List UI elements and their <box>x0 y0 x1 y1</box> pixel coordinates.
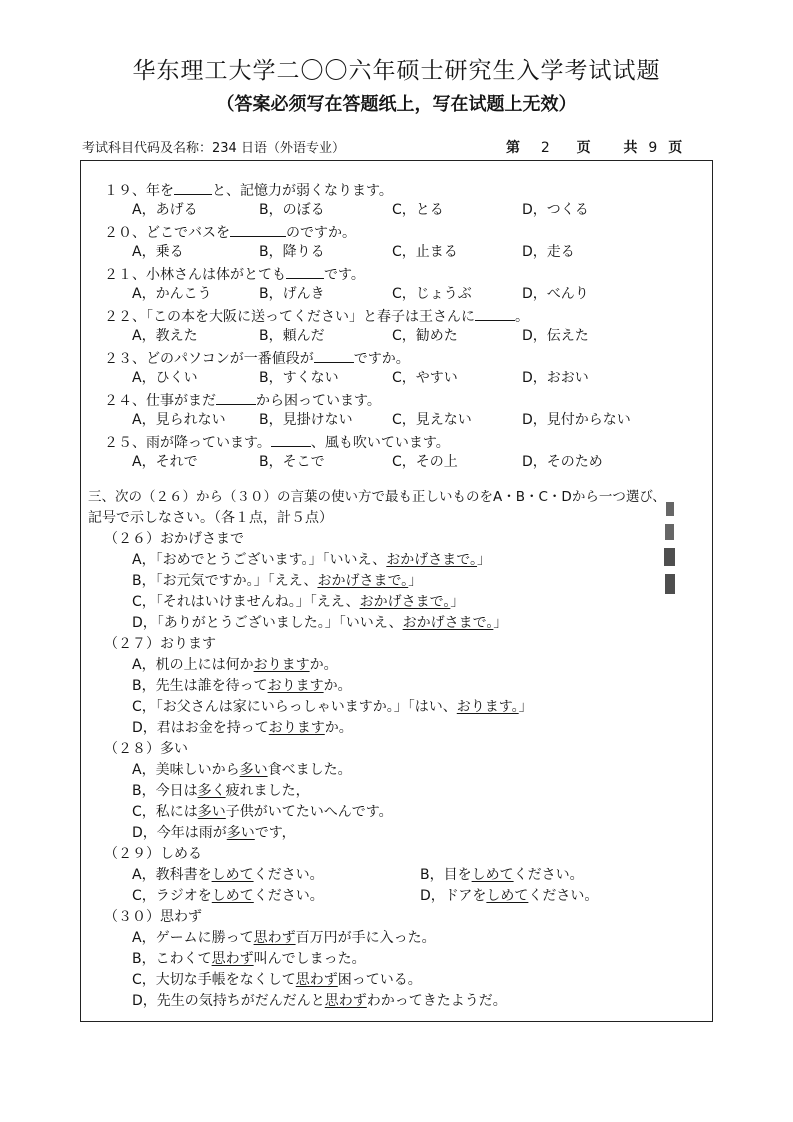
option-text: 子供がいてたいへんです。 <box>225 804 393 820</box>
question-text: ２３、どのパソコンが一番値段が <box>104 351 314 367</box>
option-text: A，ゲームに勝って <box>132 930 254 946</box>
question-24 <box>104 390 381 410</box>
option-c <box>132 803 393 821</box>
option-b: B，そこで <box>259 454 325 470</box>
underlined-phrase: 多く <box>197 783 226 799</box>
question-text: です。 <box>324 267 365 283</box>
option-a: A，あげる <box>132 202 198 218</box>
answer-blank <box>216 390 256 405</box>
option-text: D，「ありがとうございました。」「いいえ、 <box>132 615 403 631</box>
subject-line: 考试科目代码及名称：234 日语（外语专业） <box>82 141 345 156</box>
option-b <box>132 572 422 590</box>
option-text: D，今年は雨が <box>132 825 227 841</box>
question-text: ２４、仕事がまだ <box>104 393 216 409</box>
exam-title: 华东理工大学二〇〇六年硕士研究生入学考试试题 <box>132 58 661 84</box>
option-d <box>420 887 598 905</box>
option-c: C，やすい <box>392 370 458 386</box>
question-27-head: （２７）おります <box>104 636 216 652</box>
option-c <box>132 887 324 905</box>
option-a <box>132 761 352 779</box>
underlined-phrase: 多い <box>197 804 226 820</box>
option-text: A，「おめでとうございます。」「いいえ、 <box>132 552 387 568</box>
total-number: 9 <box>648 140 658 156</box>
option-d: D，おおい <box>522 370 589 386</box>
question-text: のですか。 <box>286 225 356 241</box>
option-text: B，「お元気ですか。」「ええ、 <box>132 573 318 589</box>
total-unit: 页 <box>668 140 683 156</box>
option-b: B，のぼる <box>259 202 325 218</box>
option-text: わかってきたようだ。 <box>366 993 507 1009</box>
option-a: A，かんこう <box>132 286 212 302</box>
question-text: １９、年を <box>104 183 174 199</box>
page-number: 2 <box>540 140 550 156</box>
question-text: ２２、「この本を大阪に送ってください」と春子は王さんに <box>104 309 475 325</box>
option-c: C，その上 <box>392 454 458 470</box>
option-b: B，頼んだ <box>259 328 325 344</box>
option-c: C，止まる <box>392 244 458 260</box>
option-d <box>132 824 296 842</box>
option-text: C，私には <box>132 804 198 820</box>
underlined-phrase: おります。 <box>456 699 519 715</box>
question-text: ２５、雨が降っています。 <box>104 435 271 451</box>
option-a <box>132 929 436 947</box>
option-text: か。 <box>309 657 338 673</box>
underlined-phrase: おります <box>253 657 310 673</box>
option-c: C，じょうぶ <box>392 286 472 302</box>
question-text: ２０、どこでバスを <box>104 225 230 241</box>
answer-blank <box>286 264 324 279</box>
underlined-phrase: おります <box>268 720 325 736</box>
question-text: ですか。 <box>353 351 410 367</box>
option-text: D，先生の気持ちがだんだんと <box>132 993 325 1009</box>
answer-blank <box>475 306 515 321</box>
option-text: ください。 <box>253 867 324 883</box>
underlined-phrase: しめて <box>211 867 254 883</box>
page-label: 第 <box>506 140 520 156</box>
underlined-phrase: 多い <box>226 825 255 841</box>
option-text: 食べました。 <box>267 762 352 778</box>
option-text: C，ラジオを <box>132 888 212 904</box>
underlined-phrase: しめて <box>211 888 254 904</box>
option-d: D，見付からない <box>522 412 631 428</box>
question-26-head: （２６）おかげさまで <box>104 531 244 547</box>
option-d: D，べんり <box>522 286 589 302</box>
answer-blank <box>174 180 212 195</box>
page-unit: 页 <box>576 140 591 156</box>
underlined-phrase: 思わず <box>211 951 254 967</box>
underlined-phrase: 思わず <box>295 972 338 988</box>
option-b: B，すくない <box>259 370 339 386</box>
underlined-phrase: おります <box>267 678 324 694</box>
question-25 <box>104 432 450 452</box>
option-c <box>132 971 422 989</box>
option-d: D，走る <box>522 244 575 260</box>
option-a: A，見られない <box>132 412 226 428</box>
option-d: D，つくる <box>522 202 589 218</box>
section-3-instruction: 三、次の（２６）から（３０）の言葉の使い方で最も正しいものをA・B・C・Dから一つ選び、 <box>88 489 666 505</box>
underlined-phrase: おかげさまで。 <box>317 573 409 589</box>
option-b <box>132 677 352 695</box>
option-c: C，とる <box>392 202 444 218</box>
option-text: か。 <box>323 678 352 694</box>
option-text: A，机の上には何か <box>132 657 254 673</box>
option-b <box>132 782 310 800</box>
option-c: C，勧めた <box>392 328 458 344</box>
option-a: A，それで <box>132 454 198 470</box>
option-text: ください。 <box>253 888 324 904</box>
option-a: A，ひくい <box>132 370 198 386</box>
option-b: B，げんき <box>259 286 325 302</box>
option-b: B，降りる <box>259 244 325 260</box>
answer-blank <box>230 222 286 237</box>
option-d <box>132 614 507 632</box>
question-21 <box>104 264 365 284</box>
option-text: D，ドアを <box>420 888 487 904</box>
option-text: 」 <box>477 552 492 568</box>
option-a <box>132 551 491 569</box>
option-d <box>132 719 353 737</box>
underlined-phrase: 多い <box>239 762 268 778</box>
option-text: 百万円が手に入った。 <box>295 930 436 946</box>
question-23 <box>104 348 410 368</box>
question-22 <box>104 306 529 326</box>
option-c <box>132 593 464 611</box>
option-text: か。 <box>324 720 353 736</box>
option-b <box>420 866 584 884</box>
question-30-head: （３０）思わず <box>104 909 202 925</box>
option-text: C，「お父さんは家にいらっしゃいますか。」「はい、 <box>132 699 457 715</box>
option-b <box>132 950 366 968</box>
option-text: B，目を <box>420 867 472 883</box>
option-text: です， <box>254 825 296 841</box>
underlined-phrase: おかげさまで。 <box>359 594 451 610</box>
answer-blank <box>314 348 354 363</box>
option-c: C，見えない <box>392 412 472 428</box>
section-3-instruction-cont: 記号で示しなさい。（各１点，計５点） <box>88 510 333 526</box>
question-text: 、風も吹いています。 <box>310 435 450 451</box>
answer-blank <box>271 432 311 447</box>
option-text: 叫んでしまった。 <box>253 951 366 967</box>
option-text: 」 <box>408 573 423 589</box>
option-text: 疲れました， <box>225 783 310 799</box>
option-d <box>132 992 507 1010</box>
question-28-head: （２８）多い <box>104 741 188 757</box>
question-text: から困っています。 <box>256 393 381 409</box>
option-a <box>132 656 338 674</box>
option-text: C，大切な手帳をなくして <box>132 972 296 988</box>
page-info <box>506 137 706 157</box>
option-text: 」 <box>518 699 533 715</box>
option-c <box>132 698 533 716</box>
underlined-phrase: おかげさまで。 <box>402 615 494 631</box>
option-a: A，乗る <box>132 244 184 260</box>
option-text: A，美味しいから <box>132 762 240 778</box>
question-20 <box>104 222 356 242</box>
option-text: A，教科書を <box>132 867 212 883</box>
scan-smudge-marks <box>660 500 682 600</box>
question-text: ２１、小林さんは体がとても <box>104 267 286 283</box>
underlined-phrase: しめて <box>471 867 514 883</box>
option-b: B，見掛けない <box>259 412 353 428</box>
option-text: B，こわくて <box>132 951 212 967</box>
question-19 <box>104 180 393 200</box>
option-d: D，伝えた <box>522 328 589 344</box>
option-text: D，君はお金を持って <box>132 720 269 736</box>
option-text: B，今日は <box>132 783 198 799</box>
option-a <box>132 866 324 884</box>
option-a: A，教えた <box>132 328 198 344</box>
exam-subtitle: （答案必须写在答题纸上，写在试题上无效） <box>216 94 577 115</box>
question-29-head: （２９）しめる <box>104 846 202 862</box>
option-text: ください。 <box>513 867 584 883</box>
option-text: B，先生は誰を待って <box>132 678 268 694</box>
option-text: 」 <box>450 594 465 610</box>
option-text: 」 <box>493 615 508 631</box>
question-text: 。 <box>515 309 529 325</box>
underlined-phrase: 思わず <box>253 930 296 946</box>
underlined-phrase: 思わず <box>324 993 367 1009</box>
question-text: と、記憶力が弱くなります。 <box>212 183 393 199</box>
option-text: ください。 <box>528 888 599 904</box>
underlined-phrase: しめて <box>486 888 529 904</box>
underlined-phrase: おかげさまで。 <box>386 552 478 568</box>
option-d: D，そのため <box>522 454 603 470</box>
total-label: 共 <box>623 140 638 156</box>
option-text: 困っている。 <box>337 972 422 988</box>
option-text: C，「それはいけませんね。」「ええ、 <box>132 594 360 610</box>
